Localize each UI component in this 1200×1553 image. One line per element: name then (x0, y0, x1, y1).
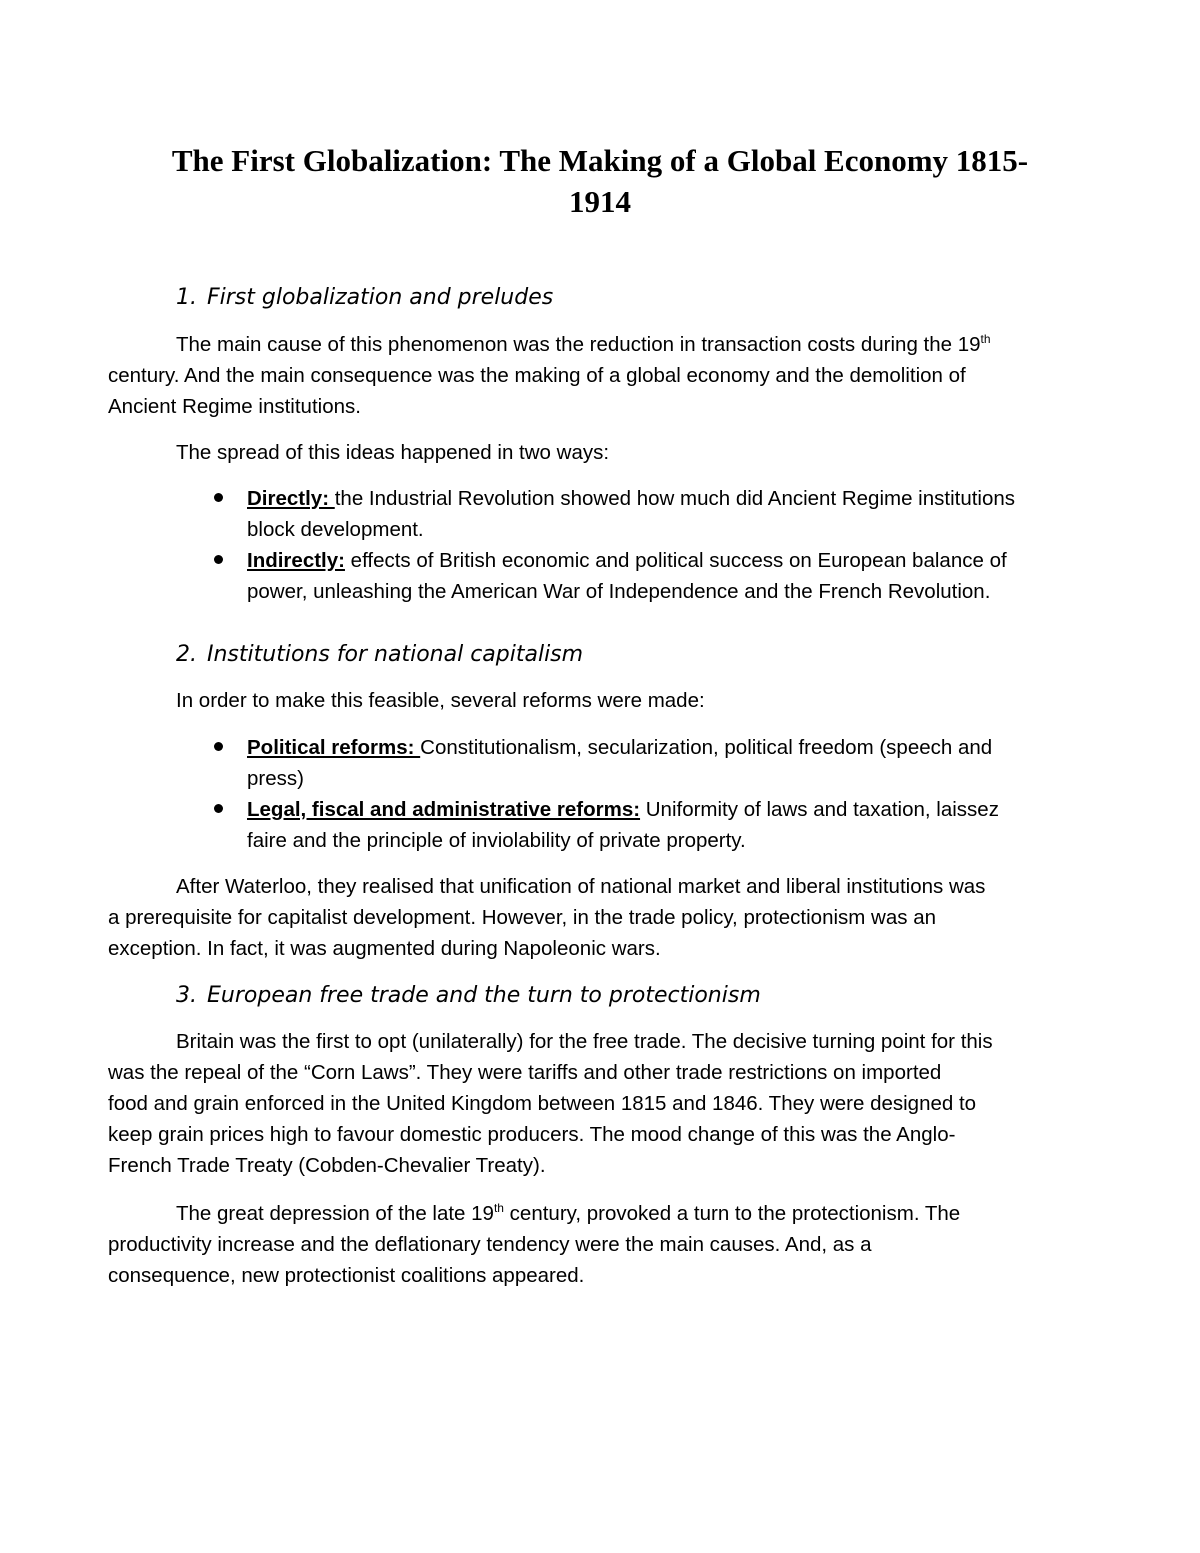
section-1-heading (176, 283, 553, 313)
paragraph-line: The spread of this ideas happened in two ways: (176, 441, 610, 464)
paragraph-line: exception. In fact, it was augmented during Napoleonic wars. (108, 937, 661, 960)
list-item-line: faire and the principle of inviolability of private property. (247, 829, 746, 852)
superscript: th (493, 1201, 504, 1216)
section-number: 2. (176, 642, 197, 667)
paragraph-line: was the repeal of the “Corn Laws”. They were tariffs and other trade restrictions on imported (108, 1061, 942, 1084)
list-item (206, 545, 1015, 607)
paragraph-line (142, 329, 1062, 360)
list-item (206, 732, 999, 794)
section-3-heading (176, 981, 761, 1011)
paragraph-line: French Trade Treaty (Cobden-Chevalier Treaty). (108, 1154, 546, 1177)
section-3-paragraph-2 (108, 1198, 1062, 1291)
list-item-line (247, 545, 1015, 576)
paragraph-line: In order to make this feasible, several reforms were made: (176, 689, 705, 712)
paragraph-line: keep grain prices high to favour domestic producers. The mood change of this was the Anglo- (108, 1123, 956, 1146)
bullet-term: Indirectly: (247, 549, 345, 572)
text-run: the Industrial Revolution showed how much did Ancient Regime institutions (334, 487, 1016, 510)
paragraph-line: productivity increase and the deflationary tendency were the main causes. And, as a (108, 1233, 872, 1256)
text-run: Uniformity of laws and taxation, laissez (640, 798, 999, 821)
section-title: European free trade and the turn to protectionism (207, 983, 761, 1008)
bullet-icon (214, 555, 223, 564)
section-1-lead (142, 437, 1062, 468)
paragraph-line: consequence, new protectionist coalitions appeared. (108, 1264, 585, 1287)
section-2-closing-paragraph (108, 871, 1062, 964)
bullet-icon (214, 804, 223, 813)
bullet-term: Political reforms: (247, 736, 421, 759)
section-number: 3. (176, 983, 197, 1008)
section-2-bullet-list (206, 732, 999, 856)
section-1-intro-paragraph (108, 329, 1062, 422)
paragraph-line: food and grain enforced in the United Kingdom between 1815 and 1846. They were designed to (108, 1092, 977, 1115)
section-number: 1. (176, 285, 197, 310)
bullet-term: Directly: (247, 487, 335, 510)
list-item-line (247, 794, 999, 825)
section-1-bullet-list (206, 483, 1015, 607)
bullet-icon (214, 742, 223, 751)
list-item-line: press) (247, 767, 304, 790)
section-2-heading (176, 640, 583, 670)
title-line-1: The First Globalization: The Making of a Global Economy 1815- (171, 143, 1029, 178)
paragraph-line: Britain was the first to opt (unilaterally) for the free trade. The decisive turning point for this (176, 1030, 993, 1053)
text-run: effects of British economic and political success on European balance of (344, 549, 1007, 572)
text-run: Constitutionalism, secularization, political freedom (speech and (420, 736, 993, 759)
paragraph-line: a prerequisite for capitalist development. However, in the trade policy, protectionism was an (108, 906, 937, 929)
title-line-2: 1914 (569, 184, 631, 219)
section-title: Institutions for national capitalism (207, 642, 584, 667)
bullet-icon (214, 493, 223, 502)
list-item (206, 483, 1015, 545)
list-item (206, 794, 999, 856)
superscript: th (980, 332, 991, 347)
section-2-lead (142, 685, 1062, 716)
bullet-term: Legal, fiscal and administrative reforms: (247, 798, 641, 821)
paragraph-line: After Waterloo, they realised that unification of national market and liberal institutions was (176, 875, 986, 898)
text-run: The main cause of this phenomenon was the reduction in transaction costs during the 19 (176, 333, 981, 356)
section-title: First globalization and preludes (207, 285, 554, 310)
list-item-line (247, 732, 999, 763)
list-item-line: power, unleashing the American War of Independence and the French Revolution. (247, 580, 991, 603)
paragraph-line (142, 1198, 1062, 1229)
section-3-paragraph-1 (108, 1026, 1062, 1181)
list-item-line (247, 483, 1015, 514)
paragraph-line: century. And the main consequence was the making of a global economy and the demolition of (108, 364, 966, 387)
text-run: century, provoked a turn to the protectionism. The (503, 1202, 961, 1225)
list-item-line: block development. (247, 518, 424, 541)
document-title (150, 140, 1050, 222)
text-run: The great depression of the late 19 (176, 1202, 494, 1225)
paragraph-line: Ancient Regime institutions. (108, 395, 361, 418)
